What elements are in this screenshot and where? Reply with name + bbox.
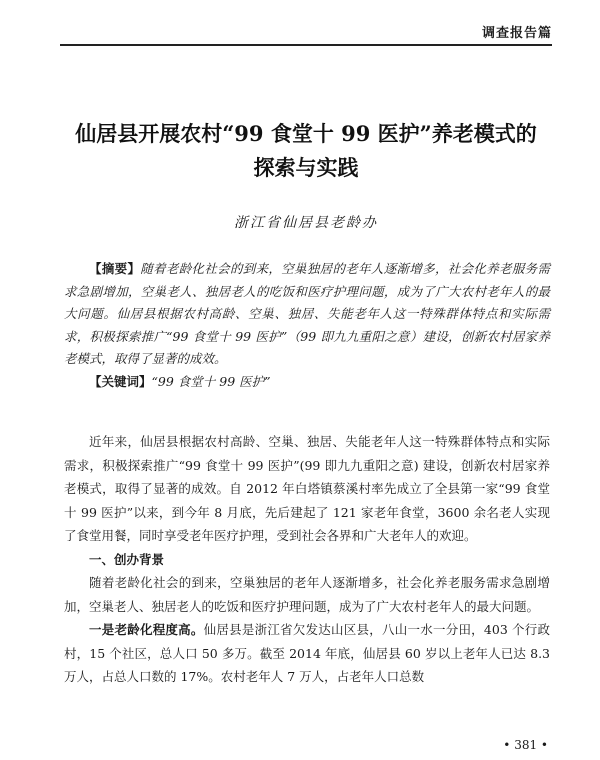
article-title-line-1: 仙居县开展农村“99 食堂十 99 医护”养老模式的 — [75, 121, 537, 146]
page-number: • 381 • — [503, 738, 548, 752]
intro-paragraph: 近年来，仙居县根据农村高龄、空巢、独居、失能老年人这一特殊群体特点和实际需求，积极探索推广“99 食堂十 99 医护”(99 即九九重阳之意) 建设，创新农村居家养老模式，取得了显著的成效。自 2012 年白塔镇蔡溪村率先成立了全县第一家“99 食堂十 99 医护”以来，到今年 8 月底，先后建起了 121 家老年食堂，3600 余名老人实现了食堂用餐，同时享受老年医疗护理，受到社会各界和广大老年人的欢迎。 — [64, 434, 550, 543]
abstract-block — [64, 258, 550, 393]
section-tag: 调查报告篇 — [481, 26, 552, 41]
abstract-paragraph — [64, 258, 550, 371]
header-rule — [60, 44, 552, 46]
article-body — [64, 430, 550, 689]
keywords-label: 【关键词】 — [89, 373, 152, 389]
section-heading-background: 一、创办背景 — [89, 551, 165, 567]
keywords-text: “99 食堂十 99 医护” — [151, 373, 271, 389]
background-paragraph-1: 随着老龄化社会的到来，空巢独居的老年人逐渐增多，社会化养老服务需求急剧增加，空巢老人、独居老人的吃饭和医疗护理问题，成为了广大农村老年人的最大问题。 — [64, 575, 550, 614]
keywords-paragraph — [64, 371, 550, 394]
paragraph-lead: 一是老龄化程度高。 — [89, 622, 204, 637]
paragraph-text: 仙居县是浙江省欠发达山区县，八山一水一分田，403 个行政村，15 个社区，总人口 50 多万。截至 2014 年底，仙居县 60 岁以上老年人已达 8.3 万人，占总人口数的 17%。农村老年人 7 万人，占老年人口总数 — [64, 622, 550, 684]
background-paragraph-2 — [64, 618, 550, 689]
author-line: 浙江省仙居县老龄办 — [234, 215, 378, 231]
abstract-label: 【摘要】 — [89, 261, 141, 276]
article-title-line-2: 探索与实践 — [253, 155, 359, 180]
abstract-text: 随着老龄化社会的到来，空巢独居的老年人逐渐增多，社会化养老服务需求急剧增加，空巢老人、独居老人的吃饭和医疗护理问题，成为了广大农村老年人的最大问题。仙居县根据农村高龄、空巢、独居、失能老年人这一特殊群体特点和实际需求，积极探索推广“99 食堂十 99 医护”（99 即九九重阳之意）建设，创新农村居家养老模式，取得了显著的成效。 — [64, 261, 550, 366]
